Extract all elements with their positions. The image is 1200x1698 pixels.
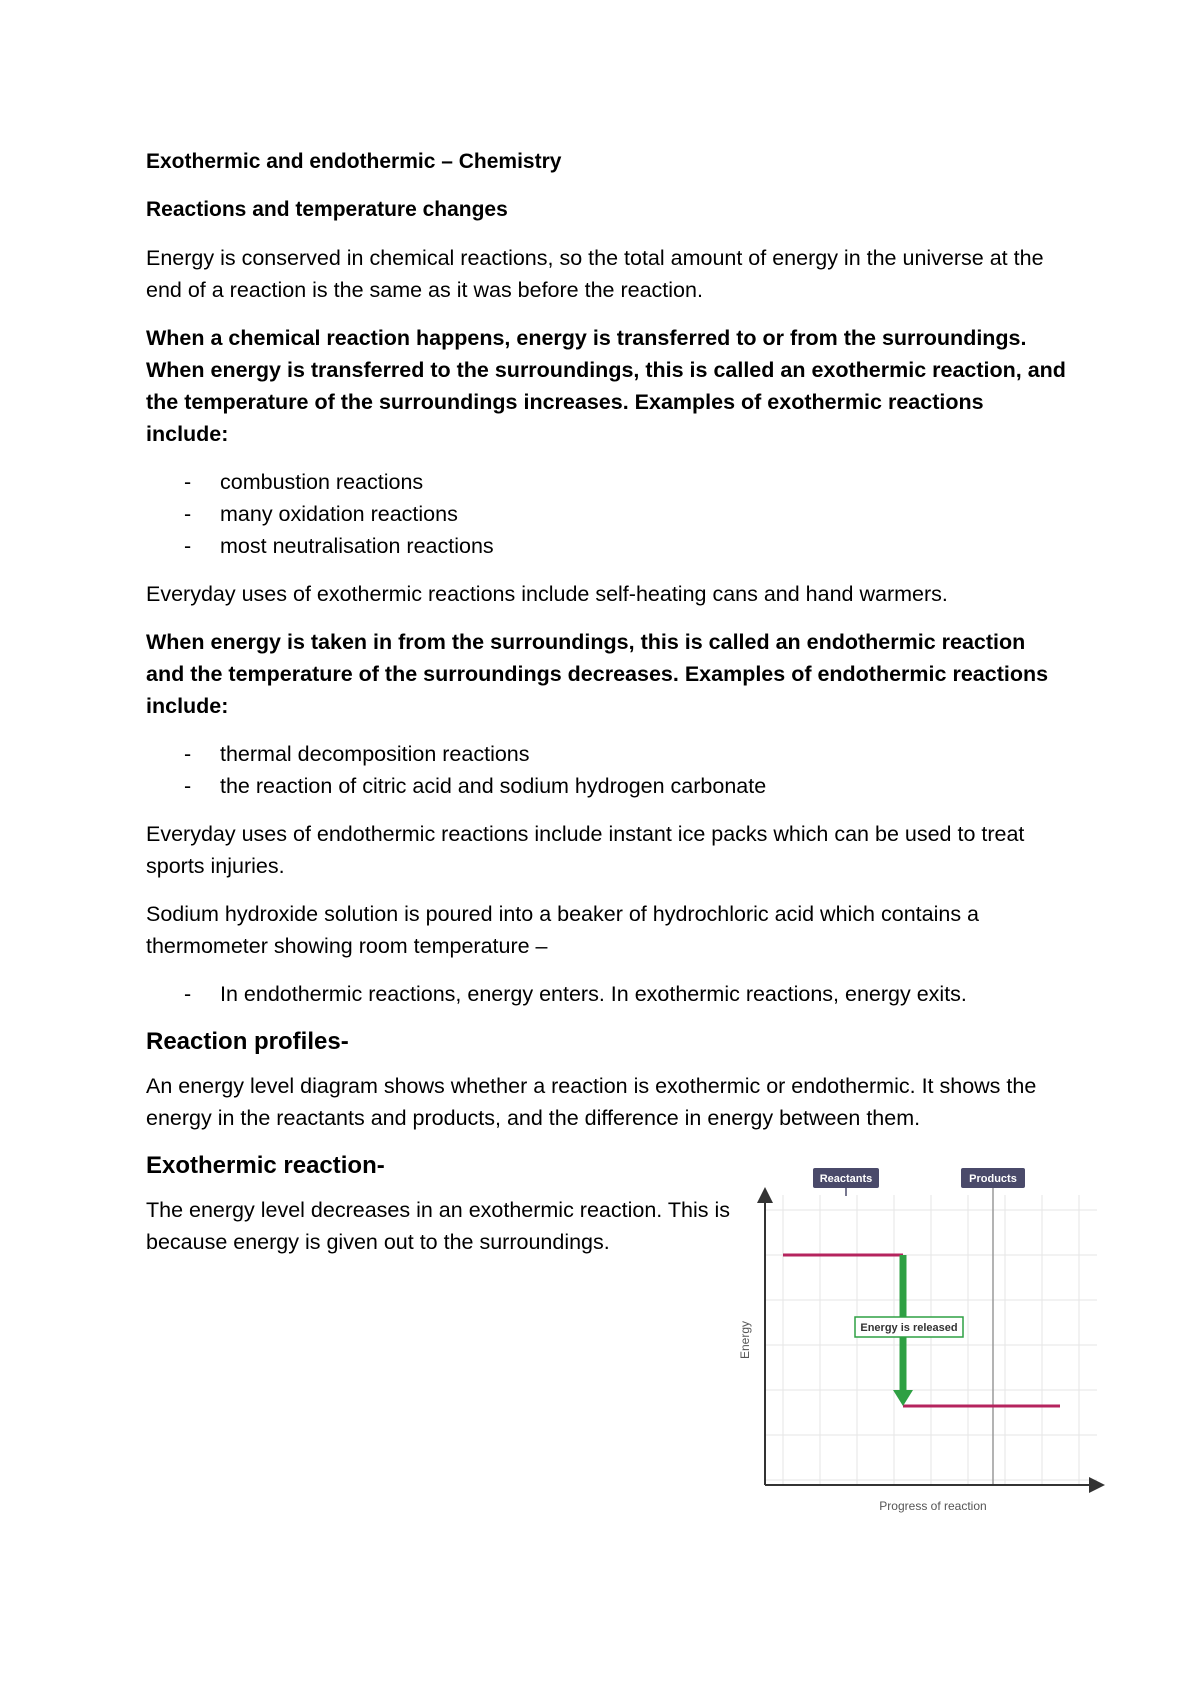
list-item xyxy=(146,770,1066,802)
document-title: Exothermic and endothermic – Chemistry xyxy=(146,150,562,173)
list-item xyxy=(146,530,1066,562)
paragraph-exothermic-definition: When a chemical reaction happens, energy is transferred to or from the surroundings. When energy is transferred to the surroundings, this is called an exothermic reaction, and the temperature of the surroundings increases. Examples of exothermic reactions include: xyxy=(146,326,1066,446)
list-item xyxy=(146,738,1066,770)
list-item-text: many oxidation reactions xyxy=(220,502,458,526)
list-dash: - xyxy=(184,982,192,1006)
document-page xyxy=(146,146,1066,1274)
section-heading-exothermic-reaction: Exothermic reaction- xyxy=(146,1152,385,1179)
list-dash: - xyxy=(184,742,192,766)
list-dash: - xyxy=(184,534,192,558)
list-item xyxy=(146,498,1066,530)
reactants-label: Reactants xyxy=(819,1173,873,1185)
energy-note-list xyxy=(146,978,1066,1010)
diagram-grid xyxy=(765,1195,1097,1485)
energy-level-diagram xyxy=(735,1150,1115,1520)
exothermic-examples-list xyxy=(146,466,1066,562)
energy-level-diagram-svg xyxy=(735,1150,1115,1520)
list-item-text: the reaction of citric acid and sodium hydrogen carbonate xyxy=(220,774,767,798)
paragraph-endothermic-uses: Everyday uses of endothermic reactions include instant ice packs which can be used to treat sports injuries. xyxy=(146,822,1025,878)
section-heading-reactions: Reactions and temperature changes xyxy=(146,198,508,221)
energy-released-label: Energy is released xyxy=(860,1322,958,1334)
products-label: Products xyxy=(969,1173,1017,1185)
list-dash: - xyxy=(184,502,192,526)
paragraph-reaction-profiles: An energy level diagram shows whether a reaction is exothermic or endothermic. It shows the energy in the reactants and products, and the difference in energy between them. xyxy=(146,1074,1037,1130)
paragraph-exothermic-uses: Everyday uses of exothermic reactions include self-heating cans and hand warmers. xyxy=(146,582,948,606)
y-axis-label: Energy xyxy=(738,1320,752,1360)
list-item-text: In endothermic reactions, energy enters. In exothermic reactions, energy exits. xyxy=(220,982,967,1006)
paragraph-exothermic-reaction: The energy level decreases in an exothermic reaction. This is because energy is given out to the surroundings. xyxy=(146,1198,730,1254)
list-item xyxy=(146,466,1066,498)
paragraph-endothermic-definition: When energy is taken in from the surroundings, this is called an endothermic reaction and the temperature of the surroundings decreases. Examples of endothermic reactions include: xyxy=(146,630,1049,718)
list-dash: - xyxy=(184,774,192,798)
paragraph-sodium-hydroxide: Sodium hydroxide solution is poured into a beaker of hydrochloric acid which contains a thermometer showing room temperature – xyxy=(146,902,979,958)
section-heading-reaction-profiles: Reaction profiles- xyxy=(146,1028,349,1055)
energy-released-arrow-head xyxy=(893,1390,913,1406)
paragraph-energy-conserved: Energy is conserved in chemical reactions, so the total amount of energy in the universe at the end of a reaction is the same as it was before the reaction. xyxy=(146,246,1044,302)
list-item-text: most neutralisation reactions xyxy=(220,534,494,558)
list-item-text: thermal decomposition reactions xyxy=(220,742,530,766)
list-item-text: combustion reactions xyxy=(220,470,424,494)
endothermic-examples-list xyxy=(146,738,1066,802)
list-dash: - xyxy=(184,470,192,494)
x-axis-label: Progress of reaction xyxy=(879,1499,987,1513)
list-item xyxy=(146,978,1066,1010)
